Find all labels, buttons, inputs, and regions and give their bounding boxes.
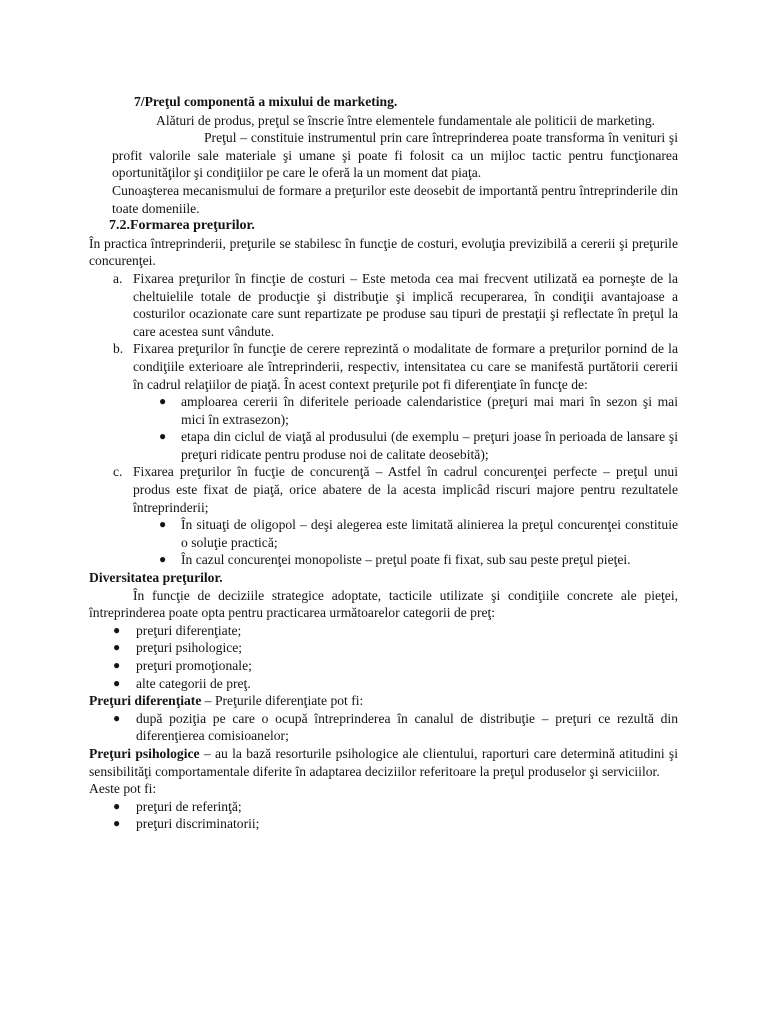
bullet-item	[89, 639, 678, 657]
definition-differentiated: – Preţurile diferenţiate pot fi:	[201, 693, 364, 709]
list-marker: a.	[113, 270, 123, 286]
bullet-icon: ●	[159, 429, 167, 444]
bullet-item	[89, 622, 678, 640]
paragraph-price-definition: Preţul – constituie instrumentul prin care întreprinderea poate transforma în venituri şi profit valorile sale materiale şi umane şi poate fi folosit ca un mijloc tactic pentru funcţionarea oportunităţilor şi condiţiilor pe care le oferă la un moment dat piaţa.	[112, 130, 678, 181]
bullet-icon: ●	[159, 517, 167, 532]
differentiated-bullets	[89, 710, 678, 745]
bullet-icon: ●	[113, 710, 121, 725]
bullet-text: preţuri diferenţiate;	[136, 622, 242, 638]
document-body	[89, 93, 678, 833]
list-item-b	[89, 340, 678, 393]
bullet-item	[89, 675, 678, 693]
diversity-heading: Diversitatea preţurilor.	[89, 570, 223, 586]
bullet-icon: ●	[159, 394, 167, 409]
bullet-item	[89, 393, 678, 428]
term-psychological: Preţuri psihologice	[89, 745, 200, 761]
bullet-text: alte categorii de preţ.	[136, 675, 251, 691]
section-title: 7/Preţul componentă a mixului de marketing.	[134, 94, 398, 109]
bullet-icon: ●	[113, 816, 121, 831]
bullet-item	[89, 798, 678, 816]
bullet-item	[89, 815, 678, 833]
bullet-text: etapa din ciclul de viaţă al produsului (de exemplu – preţuri joase în perioada de lansare şi preţuri ridicate pentru produse noi de calitate deosebită);	[181, 429, 678, 462]
bullet-text: În cazul concurenţei monopoliste – preţul poate fi fixat, sub sau peste preţul pieţei.	[181, 552, 631, 568]
bullet-text: amploarea cererii în diferitele perioade calendaristice (preţuri mai mari în sezon şi mai mici în extrasezon);	[181, 394, 678, 427]
list-item-a	[89, 270, 678, 340]
paragraph-mechanism: Cunoaşterea mecanismului de formare a preţurilor este deosebit de importantă pentru întreprinderile din toate domeniile.	[112, 182, 678, 216]
bullet-item	[89, 428, 678, 463]
bullet-icon: ●	[159, 552, 167, 567]
competition-bullets	[89, 516, 678, 569]
bullet-icon: ●	[113, 798, 121, 813]
bullet-text: preţuri discriminatorii;	[136, 816, 260, 832]
price-categories-list	[89, 622, 678, 692]
bullet-item	[89, 551, 678, 569]
bullet-text: În situaţi de oligopol – deşi alegerea este limitată alinierea la preţul concurenţei constituie o soluţie practică;	[181, 517, 678, 550]
paragraph-intro: Alături de produs, preţul se înscrie între elementele fundamentale ale politicii de marketing.	[156, 112, 656, 128]
paragraph-practice: În practica întreprinderii, preţurile se stabilesc în funcţie de costuri, evoluţia previzibilă a cererii şi preţurile concurenţei.	[89, 235, 678, 269]
paragraph-these-can-be: Aeste pot fi:	[89, 781, 157, 797]
list-item-text: Fixarea preţurilor în fucţie de concurenţă – Astfel în cadrul concurenţei perfecte – preţul unui produs este fixat de piaţă, orice abatere de la acesta implicâd riscuri majore pentru rezultatele întreprinderii;	[133, 464, 678, 515]
bullet-text: după poziţia pe care o ocupă întreprinderea în canalul de distribuţie – preţuri ce rezultă din diferenţierea comisioanelor;	[136, 710, 678, 744]
term-differentiated: Preţuri diferenţiate	[89, 693, 202, 709]
bullet-icon: ●	[113, 640, 121, 655]
bullet-text: preţuri psihologice;	[136, 640, 243, 656]
psychological-bullets	[89, 798, 678, 833]
demand-bullets	[89, 393, 678, 463]
bullet-item	[89, 710, 678, 745]
list-item-text: Fixarea preţurilor în funcţie de cerere reprezintă o modalitate de formare a preţurilor pornind de la condiţiile exterioare ale întreprinderii, respectiv, intensitatea cu care se manifestă purtătorii cererii în cadrul relaţiilor de piaţă. În acest context preţurile pot fi diferenţiate în funcţe de:	[133, 341, 678, 392]
list-item-c	[89, 463, 678, 516]
bullet-icon: ●	[113, 658, 121, 672]
paragraph-diversity: În funcţie de deciziile strategice adoptate, tacticile utilizate şi condiţiile concrete ale pieţei, întreprinderea poate opta pentru practicarea următoarelor categorii de preţ:	[89, 587, 678, 621]
list-item-text: Fixarea preţurilor în fincţie de costuri – Este metoda cea mai frecvent utilizată ea porneşte de la cheltuielile totale de producţie şi distribuţie şi implică recuperarea, în condiţii avantajoase a costurilor ocazionate care sunt repartizate pe produse sau tipuri de prestaţii şi reflectate în preţul la care acestea sunt vândute.	[133, 270, 678, 339]
paragraph-psychological	[89, 745, 678, 780]
paragraph-differentiated	[89, 692, 678, 710]
subsection-title: 7.2.Formarea preţurilor.	[109, 218, 255, 234]
list-marker: c.	[113, 464, 123, 480]
bullet-icon: ●	[113, 622, 121, 637]
bullet-item	[89, 657, 678, 675]
definition-psychological: – au la bază resorturile psihologice ale clientului, raporturi care determină atitudini şi sensibilităţi comportamentale diferite în adaptarea deciziilor referitoare la preţul produselor şi serviciilor.	[89, 745, 679, 779]
list-marker: b.	[113, 341, 124, 357]
bullet-text: preţuri de referinţă;	[136, 798, 242, 814]
bullet-icon: ●	[113, 675, 121, 690]
bullet-item	[89, 516, 678, 551]
bullet-text: preţuri promoţionale;	[136, 658, 252, 673]
pricing-methods-list	[89, 270, 678, 393]
pricing-methods-list-cont	[89, 463, 678, 516]
